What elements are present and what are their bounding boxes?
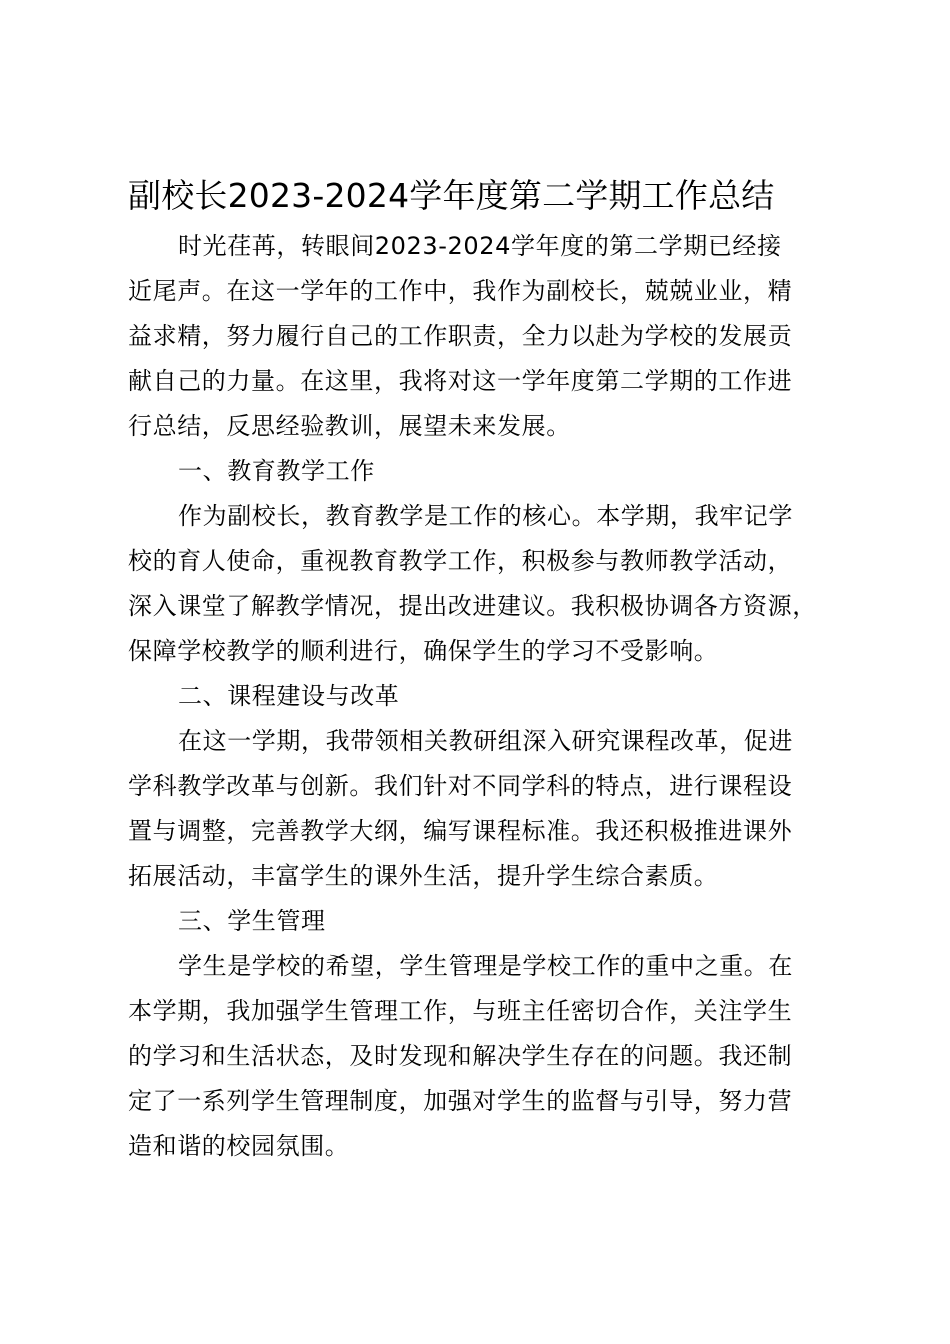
paragraph-line: 拓展活动，丰富学生的课外生活，提升学生综合素质。: [128, 862, 719, 890]
paragraph-line: 学科教学改革与创新。我们针对不同学科的特点，进行课程设: [128, 772, 793, 800]
paragraph-line: 保障学校教学的顺利进行，确保学生的学习不受影响。: [128, 637, 719, 665]
paragraph-line: 造和谐的校园氛围。: [128, 1132, 350, 1160]
paragraph-line: 定了一系列学生管理制度，加强对学生的监督与引导，努力营: [128, 1087, 793, 1115]
document-title: 副校长2023-2024学年度第二学期工作总结: [128, 176, 775, 215]
paragraph-line: 深入课堂了解教学情况，提出改进建议。我积极协调各方资源，: [128, 592, 817, 620]
paragraph-line: 近尾声。在这一学年的工作中，我作为副校长，兢兢业业，精: [128, 277, 793, 305]
paragraph-line: 本学期，我加强学生管理工作，与班主任密切合作，关注学生: [128, 997, 793, 1025]
paragraph-line: 的学习和生活状态，及时发现和解决学生存在的问题。我还制: [128, 1042, 793, 1070]
paragraph-line: 行总结，反思经验教训，展望未来发展。: [128, 412, 571, 440]
paragraph-line: 在这一学期，我带领相关教研组深入研究课程改革，促进: [178, 727, 793, 755]
section-heading: 三、学生管理: [178, 907, 326, 935]
paragraph-line: 益求精，努力履行自己的工作职责，全力以赴为学校的发展贡: [128, 322, 793, 350]
section-heading: 二、课程建设与改革: [178, 682, 400, 710]
paragraph-line: 时光荏苒，转眼间2023-2024学年度的第二学期已经接: [178, 232, 782, 260]
section-heading: 一、教育教学工作: [178, 457, 375, 485]
paragraph-line: 学生是学校的希望，学生管理是学校工作的重中之重。在: [178, 952, 793, 980]
paragraph-line: 作为副校长，教育教学是工作的核心。本学期，我牢记学: [178, 502, 793, 530]
document-body: [128, 224, 858, 1169]
paragraph-line: 献自己的力量。在这里，我将对这一学年度第二学期的工作进: [128, 367, 793, 395]
paragraph-line: 校的育人使命，重视教育教学工作，积极参与教师教学活动，: [128, 547, 793, 575]
paragraph-line: 置与调整，完善教学大纲，编写课程标准。我还积极推进课外: [128, 817, 793, 845]
